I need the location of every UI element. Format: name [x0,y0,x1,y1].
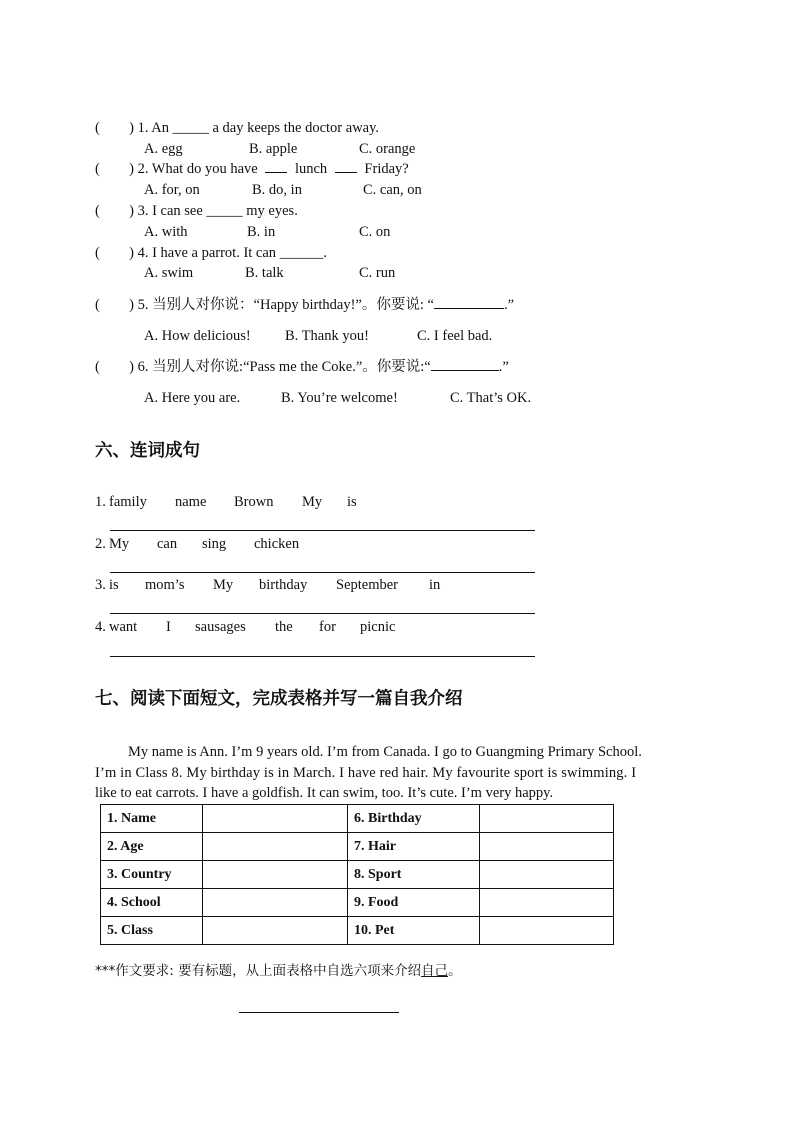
question-stem: a day keeps the doctor away. [212,120,380,136]
item-number: 4. [95,619,106,635]
title-answer-line[interactable] [239,1012,399,1013]
word: chicken [254,536,300,552]
option-c: C. orange [359,141,416,157]
option-c: C. on [359,224,391,240]
answer-blank[interactable] [265,160,287,173]
answer-paren-open[interactable]: ( [95,297,100,313]
answer-paren-open[interactable]: ( [95,120,100,136]
table-label: 10. Pet [348,917,480,945]
question-4-options [144,264,395,282]
option-a: A. egg [144,141,183,157]
answer-paren-open[interactable]: ( [95,203,100,219]
question-4 [95,244,327,262]
question-stem: 2. What do you have [137,161,258,177]
question-stem: 1. An [137,120,169,136]
answer-paren-open[interactable]: ( [95,161,100,177]
table-label: 9. Food [348,889,480,917]
paragraph-line-2: I’m in Class 8. My birthday is in March. I have red hair. My favourite sport is swimming. I [95,765,637,781]
table-row [101,805,614,833]
option-a: A. for, on [144,182,200,198]
requirement-underlined: 自己 [421,963,449,979]
item-number: 1. [95,494,106,510]
table-answer-cell[interactable] [480,805,614,833]
answer-paren-open[interactable]: ( [95,359,100,375]
question-stem: 6. 当别人对你说:“Pass me the Coke.”。你要说:“ [137,359,431,375]
table-answer-cell[interactable] [203,861,348,889]
table-answer-cell[interactable] [203,889,348,917]
section-7-title: 七、阅读下面短文，完成表格并写一篇自我介绍 [95,689,463,709]
word: mom’s [145,577,185,593]
word: for [319,619,336,635]
question-stem: .” [503,297,515,313]
table-row [101,833,614,861]
table-label: 8. Sport [348,861,480,889]
question-stem: my eyes. [246,203,298,219]
requirement-text: ***作文要求: 要有标题，从上面表格中自选六项来介绍 [95,963,422,979]
option-b: B. talk [245,265,284,281]
answer-blank[interactable] [335,160,357,173]
table-answer-cell[interactable] [480,861,614,889]
paragraph-line-1: My name is Ann. I’m 9 years old. I’m from Canada. I go to Guangming Primary School. [128,744,642,760]
question-1 [95,119,379,137]
word: the [275,619,293,635]
table-answer-cell[interactable] [203,833,348,861]
scramble-item-3 [95,576,440,594]
question-6-options [144,389,531,407]
option-b: B. apple [249,141,298,157]
option-c: C. run [359,265,396,281]
question-3 [95,202,298,220]
requirement-end: 。 [448,963,462,979]
option-a: A. swim [144,265,194,281]
question-stem: lunch [294,161,328,177]
table-label: 5. Class [101,917,203,945]
answer-paren-close: ) [129,161,134,177]
word: September [336,577,399,593]
word: is [347,494,357,510]
word: My [213,577,234,593]
question-stem: Friday? [364,161,409,177]
question-6 [95,358,509,376]
scramble-item-1 [95,493,357,511]
scramble-item-4 [95,618,395,636]
question-2-options [144,181,422,199]
answer-paren-close: ) [129,297,134,313]
answer-blank[interactable] [431,358,499,371]
question-stem: 3. I can see [137,203,203,219]
option-c: C. I feel bad. [417,328,493,344]
answer-paren-open[interactable]: ( [95,245,100,261]
question-stem: 5. 当别人对你说：“Happy birthday!”。你要说: “ [137,297,434,313]
answer-blank[interactable] [434,296,504,309]
table-answer-cell[interactable] [203,917,348,945]
word: picnic [360,619,396,635]
table-label: 1. Name [101,805,203,833]
question-blank: _____ [172,120,209,136]
word: I [166,619,171,635]
table-label: 7. Hair [348,833,480,861]
table-answer-cell[interactable] [480,889,614,917]
option-c: C. can, on [363,182,422,198]
table-answer-cell[interactable] [480,917,614,945]
question-blank: ______ [279,245,324,261]
item-number: 3. [95,577,106,593]
option-a: A. with [144,224,188,240]
answer-line-1[interactable] [110,530,535,531]
question-2 [95,160,409,178]
writing-requirement [95,962,462,980]
table-label: 3. Country [101,861,203,889]
answer-paren-close: ) [129,120,134,136]
word: in [429,577,441,593]
word: My [109,536,130,552]
answer-paren-close: ) [129,203,134,219]
question-stem: .” [498,359,509,375]
question-3-options [144,223,390,241]
info-table [100,804,614,945]
answer-paren-close: ) [129,245,134,261]
word: name [175,494,207,510]
word: is [109,577,119,593]
option-c: C. That’s OK. [450,390,532,406]
option-a: A. Here you are. [144,390,241,406]
word: birthday [259,577,308,593]
question-5-options [144,327,492,345]
option-b: B. in [247,224,276,240]
word: My [302,494,323,510]
answer-line-3[interactable] [110,613,535,614]
table-label: 6. Birthday [348,805,480,833]
answer-line-4[interactable] [110,656,535,657]
table-row [101,889,614,917]
word: family [109,494,147,510]
answer-line-2[interactable] [110,572,535,573]
word: sing [202,536,227,552]
table-row [101,917,614,945]
option-b: B. You’re welcome! [281,390,398,406]
question-1-options [144,140,415,158]
option-b: B. do, in [252,182,302,198]
answer-paren-close: ) [129,359,134,375]
table-answer-cell[interactable] [203,805,348,833]
word: sausages [195,619,246,635]
word: can [157,536,178,552]
table-label: 2. Age [101,833,203,861]
item-number: 2. [95,536,106,552]
question-stem: 4. I have a parrot. It can [137,245,277,261]
word: want [109,619,138,635]
table-answer-cell[interactable] [480,833,614,861]
table-row [101,861,614,889]
scramble-item-2 [95,535,299,553]
question-stem: . [323,245,327,261]
option-a: A. How delicious! [144,328,251,344]
word: Brown [234,494,274,510]
option-b: B. Thank you! [285,328,369,344]
table-label: 4. School [101,889,203,917]
question-5 [95,296,514,314]
section-6-title: 六、连词成句 [95,441,200,461]
question-blank: _____ [206,203,243,219]
paragraph-line-3: like to eat carrots. I have a goldfish. It can swim, too. It’s cute. I’m very happy. [95,785,554,801]
